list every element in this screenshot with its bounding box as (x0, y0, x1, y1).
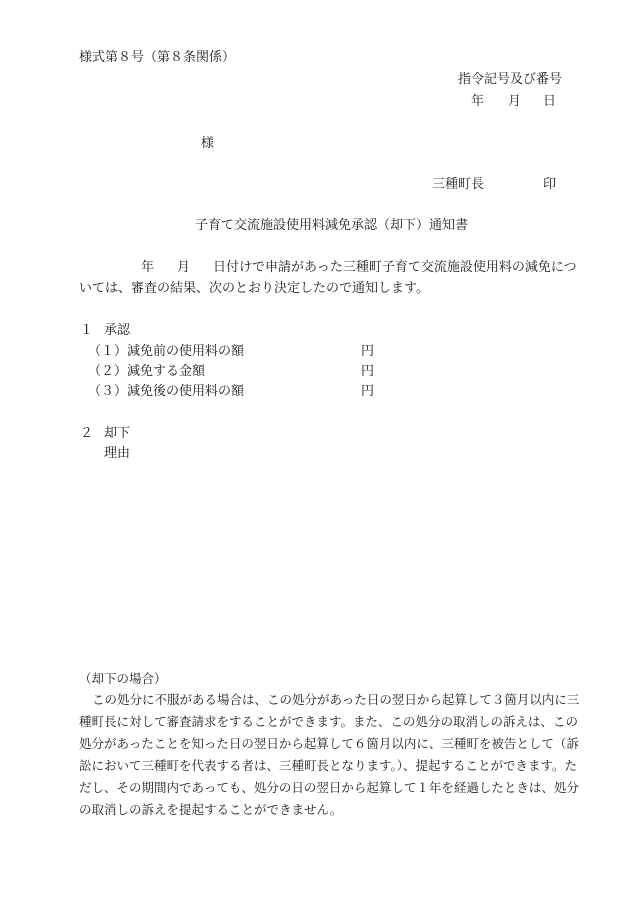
section1-heading: 承認 (104, 323, 131, 338)
item-2-label: （２）減免する金額 (88, 364, 206, 379)
intro-year: 年 (141, 260, 155, 275)
item-1-unit: 円 (361, 344, 375, 359)
notice-heading: （却下の場合） (79, 671, 167, 686)
item-3-label: （３）減免後の使用料の額 (88, 384, 245, 399)
date-day: 日 (543, 94, 557, 109)
intro-line-2: いては、審査の結果、次のとおり決定したので通知します。 (79, 281, 429, 296)
intro-line-1: 日付けで申請があった三種町子育て交流施設使用料の減免につ (213, 260, 577, 275)
section1-number: １ (80, 323, 94, 338)
document-title: 子育て交流施設使用料減免承認（却下）通知書 (195, 218, 469, 233)
notice-line-2: 種町長に対して審査請求をすることができます。また、この処分の取消しの訴えは、この (79, 714, 579, 729)
intro-month: 月 (177, 260, 191, 275)
item-1-label: （１）減免前の使用料の額 (88, 344, 245, 359)
date-year: 年 (471, 94, 485, 109)
notice-line-1: この処分に不服がある場合は、この処分があった日の翌日から起算して３箇月以内に三 (92, 692, 580, 707)
addressee-suffix: 様 (201, 136, 215, 151)
form-number: 様式第８号（第８条関係） (79, 50, 236, 65)
document-code-label: 指令記号及び番号 (458, 72, 563, 87)
notice-line-3: 処分があったことを知った日の翌日から起算して６箇月以内に、三種町を被告として（訴 (79, 736, 579, 751)
date-month: 月 (508, 94, 522, 109)
section2-number: ２ (80, 426, 94, 441)
notice-line-4: 訟において三種町を代表する者は、三種町長となります。）、提起することができます。た (79, 758, 578, 773)
item-2-unit: 円 (361, 364, 375, 379)
reason-label: 理由 (104, 446, 131, 461)
notice-line-5: だし、その期間内であっても、処分の日の翌日から起算して１年を経過したときは、処分 (79, 780, 579, 795)
section2-heading: 却下 (104, 426, 131, 441)
notice-line-6: の取消しの訴えを提起することができません。 (79, 802, 343, 817)
issuer-name: 三種町長 (432, 177, 485, 192)
item-3-unit: 円 (361, 384, 375, 399)
seal-mark: 印 (543, 177, 557, 192)
